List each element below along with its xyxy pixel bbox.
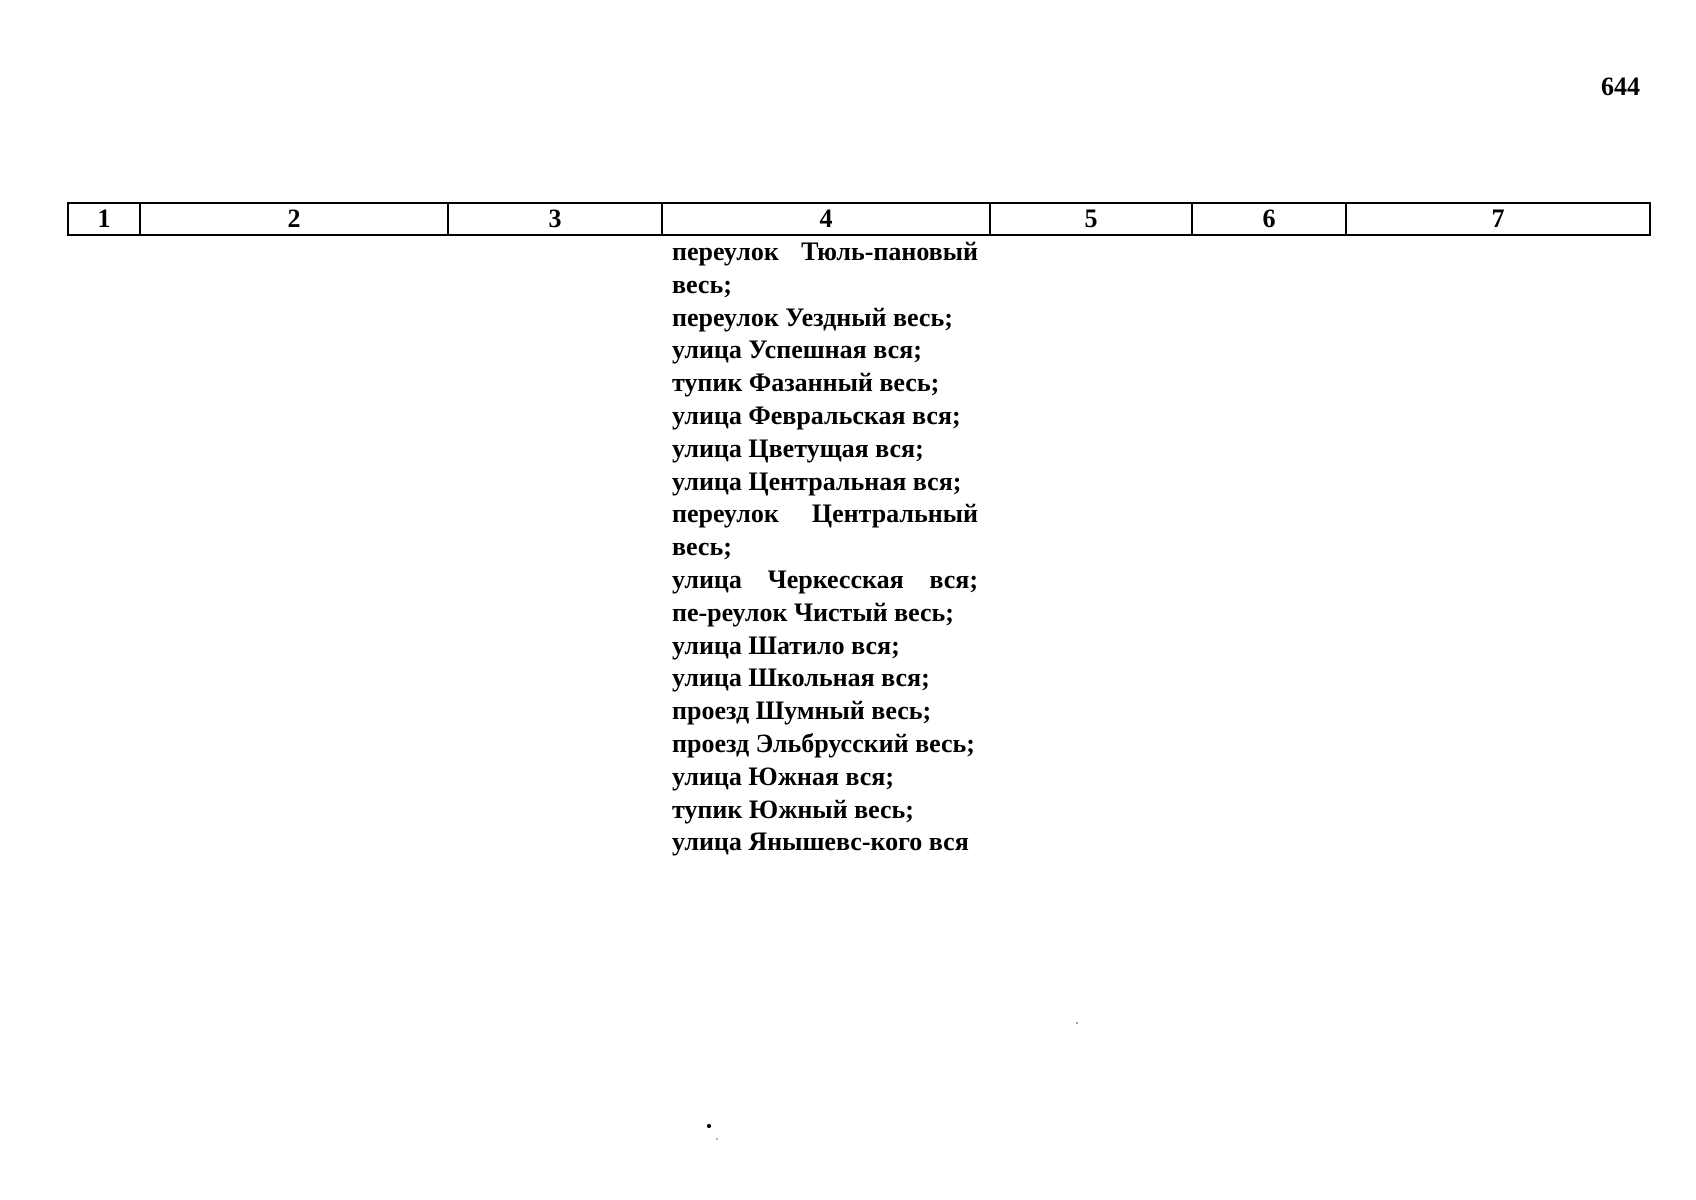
- column-header-7: 7: [1346, 203, 1650, 235]
- street-entry: улица Центральная вся;: [672, 466, 962, 496]
- street-entry: переулок Тюль-пановый весь;: [672, 237, 978, 299]
- street-entry: улица Черкесская вся; пе-реулок Чистый весь;: [672, 564, 978, 627]
- street-entry: улица Успешная вся;: [672, 335, 922, 365]
- street-entry: улица Цветущая вся;: [672, 433, 924, 463]
- column-header-3: 3: [448, 203, 662, 235]
- column-header-1: 1: [68, 203, 140, 235]
- street-entry: улица Школьная вся;: [672, 663, 930, 693]
- street-entry: переулок Уездный весь;: [672, 302, 953, 332]
- column-header-5: 5: [990, 203, 1192, 235]
- street-entry: улица Февральская вся;: [672, 400, 961, 430]
- column-header-4: 4: [662, 203, 990, 235]
- street-entry: улица Южная вся;: [672, 761, 895, 791]
- column-header-6: 6: [1192, 203, 1346, 235]
- column-number-header-table: [67, 202, 1651, 236]
- page-number: 644: [1601, 72, 1640, 101]
- street-entry: улица Шатило вся;: [672, 630, 900, 660]
- scan-speck: [716, 1138, 718, 1140]
- street-entry: тупик Южный весь;: [672, 794, 914, 824]
- street-entry: переулок Центральный весь;: [672, 499, 978, 562]
- street-entry: улица Янышевс-кого вся: [672, 827, 969, 857]
- street-entry: проезд Шумный весь;: [672, 696, 932, 726]
- street-list: [672, 236, 978, 859]
- header-row: [68, 203, 1650, 235]
- scan-speck: [707, 1124, 711, 1128]
- column-header-2: 2: [140, 203, 448, 235]
- street-entry: тупик Фазанный весь;: [672, 368, 940, 398]
- scan-speck: [1076, 1022, 1078, 1024]
- street-entry: проезд Эльбрусский весь;: [672, 728, 975, 758]
